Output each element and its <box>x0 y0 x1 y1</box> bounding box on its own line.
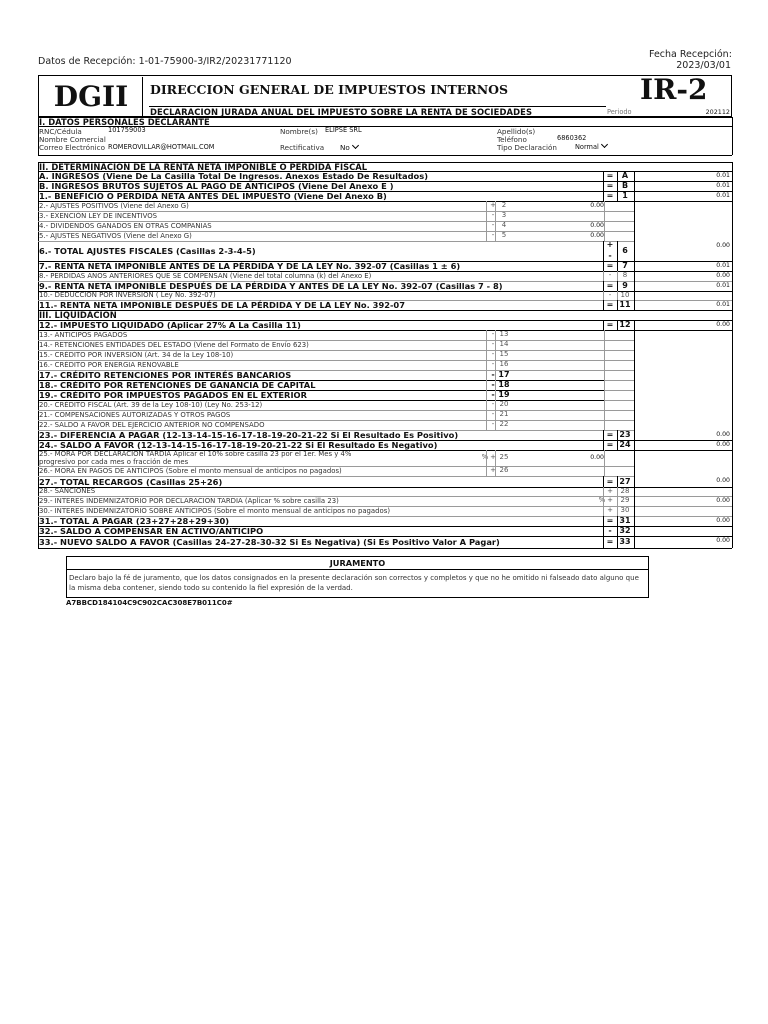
box-value[interactable]: 0.00 <box>590 454 604 461</box>
box-number: 2 <box>501 201 507 209</box>
box-number: 10 <box>620 290 630 299</box>
section-determinacion-title: II. DETERMINACION DE LA RENTA NETA IMPONIBLE O PERDIDA FISCAL <box>39 162 368 172</box>
line-label: 27.- TOTAL RECARGOS (Casillas 25+26) <box>39 476 223 487</box>
table-row <box>39 171 732 181</box>
box-number: 20 <box>499 400 509 408</box>
box-number: 9 <box>622 281 628 290</box>
box-value[interactable]: 0.00 <box>590 202 604 209</box>
operator-sign: + <box>607 506 613 514</box>
box-number: 7 <box>622 261 628 270</box>
telefono-label: Teléfono <box>497 135 527 144</box>
table-row <box>39 340 732 350</box>
reception-date-value: 2023/03/01 <box>676 60 731 71</box>
table-row <box>39 440 732 450</box>
table-row <box>39 231 732 241</box>
operator-sign: = <box>606 171 614 180</box>
operator-sign: = <box>606 430 614 439</box>
table-row <box>39 516 732 526</box>
operator-sign: - <box>491 211 495 219</box>
box-number: 8 <box>622 271 628 279</box>
line-label: 8.- PERDIDAS AÑOS ANTERIORES QUE SE COMPENSAN (Viene del total columna (k) del Anexo E) <box>39 271 372 280</box>
telefono-value: 6860362 <box>557 134 587 142</box>
line-label: 1.- BENEFICIO O PERDIDA NETA ANTES DEL IMPUESTO (Viene Del Anexo B) <box>39 191 387 201</box>
table-row <box>39 487 732 496</box>
line-label: 17.- CRÉDITO RETENCIONES POR INTERÉS BANCARIOS <box>39 370 292 380</box>
chevron-down-icon <box>352 142 359 149</box>
table-row <box>39 526 732 536</box>
rectificativa-select[interactable]: No <box>340 143 358 152</box>
box-number: 24 <box>619 440 631 449</box>
table-row <box>39 380 732 390</box>
table-row <box>39 496 732 506</box>
table-row <box>39 320 732 330</box>
table-row <box>39 430 732 440</box>
box-value[interactable]: 0.01 <box>716 262 730 269</box>
box-number: 21 <box>499 410 509 418</box>
line-label: 32.- SALDO A COMPENSAR EN ACTIVO/ANTICIPO <box>39 526 264 536</box>
box-value[interactable]: 0.00 <box>716 242 730 249</box>
box-value[interactable]: 0.00 <box>716 497 730 504</box>
line-label: 21.- COMPENSACIONES AUTORIZADAS Y OTROS PAGOS <box>39 410 231 419</box>
line-label: 7.- RENTA NETA IMPONIBLE ANTES DE LA PÉRDIDA Y DE LA LEY No. 392-07 (Casillas 1 ± 6) <box>39 261 461 271</box>
table-row <box>39 390 732 400</box>
box-value[interactable]: 0.00 <box>716 321 730 328</box>
table-row <box>39 291 732 300</box>
table-row <box>39 466 732 476</box>
line-label: 9.- RENTA NETA IMPONIBLE DESPUÉS DE LA PÉRDIDA Y ANTES DE LA LEY No. 392-07 (Casillas 7 - 8) <box>39 281 503 291</box>
operator-sign: = <box>606 181 614 190</box>
operator-sign: + <box>490 453 496 461</box>
table-row <box>39 201 732 211</box>
reception-date-label: Fecha Recepción: <box>649 49 732 60</box>
operator-sign: % <box>598 496 606 504</box>
line-label: 4.- DIVIDENDOS GANADOS EN OTRAS COMPAÑIAS <box>39 221 212 230</box>
table-row <box>39 221 732 231</box>
box-number: 30 <box>620 506 630 514</box>
document-hash: A7BBCD184104C9C902CAC308E7B011C0# <box>66 599 233 607</box>
line-label: B. INGRESOS BRUTOS SUJETOS AL PAGO DE ANTICIPOS (Viene Del Anexo E ) <box>39 181 394 191</box>
nombre-comercial-label: Nombre Comercial <box>39 135 106 144</box>
tipo-select[interactable]: Normal <box>575 143 607 151</box>
line-label: 5.- AJUSTES NEGATIVOS (Viene del Anexo G) <box>39 231 192 240</box>
table-row <box>39 181 732 191</box>
nombre-value: ELIPSE SRL <box>325 126 362 134</box>
box-number: 33 <box>619 537 631 546</box>
box-number: 26 <box>499 466 509 474</box>
operator-sign: - <box>491 400 495 408</box>
operator-sign: - <box>491 231 495 239</box>
reception-data: Datos de Recepción: 1-01-75900-3/IR2/20231771120 <box>38 56 292 67</box>
operator-sign: % <box>481 453 489 461</box>
operator-sign: - <box>491 370 495 379</box>
box-number: 27 <box>619 476 631 486</box>
line-label: 13.- ANTICIPOS PAGADOS <box>39 330 128 339</box>
table-row <box>39 370 732 380</box>
line-label: A. INGRESOS (Viene De La Casilla Total De Ingresos. Anexos Estado De Resultados) <box>39 171 428 181</box>
box-number: 14 <box>499 340 509 348</box>
operator-sign: = <box>606 516 614 525</box>
line-label: 10.- DEDUCCION POR INVERSION ( Ley No. 392-07) <box>39 291 216 299</box>
org-name: DIRECCION GENERAL DE IMPUESTOS INTERNOS <box>150 82 509 97</box>
periodo-value: 202112 <box>705 108 730 116</box>
line-label-part: 25.- MORA POR DECLARACION TARDIA Aplicar el 10% sobre casilla 23 por el 1er. Mes y 4% <box>39 450 352 458</box>
rnc-value: 101759003 <box>108 126 146 134</box>
line-label: 3.- EXENCIÓN LEY DE INCENTIVOS <box>39 211 158 220</box>
box-value[interactable]: 0.01 <box>716 192 730 199</box>
operator-sign: - <box>491 360 495 368</box>
line-label <box>39 450 351 466</box>
operator-sign: - <box>491 380 495 389</box>
line-label: 19.- CRÉDITO POR IMPUESTOS PAGADOS EN EL EXTERIOR <box>39 390 307 400</box>
dgii-logo: DGII <box>40 77 143 117</box>
line-label: 23.- DIFERENCIA A PAGAR (12-13-14-15-16-17-18-19-20-21-22 Si El Resultado Es Positivo) <box>39 430 459 440</box>
box-number: A <box>621 171 629 180</box>
operator-sign: - <box>608 251 612 260</box>
table-row <box>39 400 732 410</box>
box-number: 18 <box>498 380 510 389</box>
operator-sign: - <box>491 350 495 358</box>
operator-sign: - <box>608 290 612 299</box>
operator-sign: - <box>491 390 495 399</box>
rnc-label: RNC/Cédula <box>39 127 82 136</box>
table-row <box>39 360 732 370</box>
table-row <box>39 191 732 201</box>
box-number: 4 <box>501 221 507 229</box>
box-number: 5 <box>501 231 507 239</box>
box-number: 32 <box>619 526 631 535</box>
box-number: 16 <box>499 360 509 368</box>
box-number: 11 <box>619 300 631 309</box>
table-row <box>39 420 732 430</box>
box-number: 25 <box>499 453 509 461</box>
box-number: 19 <box>498 390 510 399</box>
box-number: 15 <box>499 350 509 358</box>
line-label: 12.- IMPUESTO LIQUIDADO (Aplicar 27% A La Casilla 11) <box>39 320 301 330</box>
section-liquidacion-title: III. LIQUIDACION <box>39 310 117 320</box>
box-value[interactable]: 0.00 <box>716 517 730 524</box>
line-label: 22.- SALDO A FAVOR DEL EJERCICIO ANTERIOR NO COMPENSADO <box>39 420 265 429</box>
line-label: 2.- AJUSTES POSITIVOS (Viene del Anexo G) <box>39 201 189 210</box>
operator-sign: = <box>606 476 614 486</box>
juramento-title: JURAMENTO <box>66 556 649 570</box>
operator-sign: = <box>606 440 614 449</box>
operator-sign: = <box>606 191 614 200</box>
rectificativa-label: Rectificativa <box>280 143 325 152</box>
table-row <box>39 281 732 291</box>
line-label: 6.- TOTAL AJUSTES FISCALES (Casillas 2-3-4-5) <box>39 246 256 256</box>
operator-sign: + <box>490 201 496 209</box>
box-number: 28 <box>620 486 630 495</box>
correo-label: Correo Electrónico <box>39 143 105 152</box>
operator-sign: - <box>491 410 495 418</box>
table-row <box>39 271 732 281</box>
box-number: 31 <box>619 516 631 525</box>
operator-sign: - <box>491 330 495 338</box>
box-number: 13 <box>499 330 509 338</box>
box-number: 17 <box>498 370 510 379</box>
operator-sign: - <box>491 340 495 348</box>
table-row <box>39 300 732 310</box>
line-label: 20.- CRÉDITO FISCAL (Art. 39 de la Ley 108-10) (Ley No. 253-12) <box>39 400 263 409</box>
box-value[interactable]: 0.00 <box>590 232 604 239</box>
apellido-label: Apellido(s) <box>497 127 536 136</box>
table-row <box>39 330 732 340</box>
chevron-down-icon <box>601 141 608 148</box>
box-value[interactable]: 0.00 <box>716 431 730 438</box>
table-row <box>39 211 732 221</box>
table-row <box>39 241 732 261</box>
box-number: 3 <box>501 211 507 219</box>
box-number: B <box>621 181 629 190</box>
box-value[interactable]: 0.00 <box>590 222 604 229</box>
juramento-text: Declaro bajo la fé de juramento, que los datos consignados en la presente declaración son correctos y completos y que no he omitido ni falseado dato alguno que la misma deba contener, siendo todo su contenido la fiel expresión de la verdad. <box>66 570 649 598</box>
periodo-label: Periodo <box>607 108 632 116</box>
operator-sign: = <box>606 300 614 309</box>
line-label: 15.- CRÉDITO POR INVERSIÓN (Art. 34 de la Ley 108-10) <box>39 350 234 359</box>
box-value[interactable]: 0.00 <box>716 477 730 484</box>
line-label: 18.- CRÉDITO POR RETENCIONES DE GANANCIA DE CAPITAL <box>39 380 316 390</box>
box-number: 12 <box>619 320 631 329</box>
box-number: 22 <box>499 420 509 428</box>
table-row <box>39 350 732 360</box>
line-label: 28.- SANCIONES <box>39 487 96 495</box>
operator-sign: + <box>490 466 496 474</box>
line-label: 16.- CRÉDITO POR ENERGIA RENOVABLE <box>39 360 179 369</box>
box-number: 29 <box>620 496 630 504</box>
operator-sign: - <box>491 221 495 229</box>
nombre-label: Nombre(s) <box>280 127 318 136</box>
box-value[interactable]: 0.01 <box>716 282 730 289</box>
operator-sign: = <box>606 320 614 329</box>
section-personal-title: I. DATOS PERSONALES DECLARANTE <box>39 117 210 127</box>
operator-sign: - <box>491 420 495 428</box>
operator-sign: - <box>608 526 612 535</box>
table-row <box>39 261 732 271</box>
line-label-part: progresivo por cada mes o fracción de mes <box>39 458 189 466</box>
line-label: 30.- INTERES INDEMNIZATORIO SOBRE ANTICIPOS (Sobre el monto mensual de anticipos no pagados) <box>39 506 391 515</box>
box-value[interactable]: 0.01 <box>716 172 730 179</box>
form-code: IR-2 <box>640 73 708 106</box>
table-row <box>39 536 732 548</box>
line-label: 26.- MORA EN PAGOS DE ANTICIPOS (Sobre el monto mensual de anticipos no pagados) <box>39 466 342 475</box>
operator-sign: = <box>606 281 614 290</box>
form-subtitle: DECLARACION JURADA ANUAL DEL IMPUESTO SOBRE LA RENTA DE SOCIEDADES <box>150 107 533 117</box>
box-value[interactable]: 0.00 <box>716 441 730 448</box>
operator-sign: = <box>606 261 614 270</box>
tipo-label: Tipo Declaración <box>497 143 557 152</box>
box-number: 6 <box>622 246 628 255</box>
correo-value: ROMEROVILLAR@HOTMAIL.COM <box>108 143 215 151</box>
box-value[interactable]: 0.01 <box>716 182 730 189</box>
line-label: 24.- SALDO A FAVOR (12-13-14-15-16-17-18-19-20-21-22 Si El Resultado Es Negativo) <box>39 440 438 450</box>
box-value[interactable]: 0.00 <box>716 272 730 279</box>
table-row <box>39 506 732 516</box>
box-value[interactable]: 0.01 <box>716 301 730 308</box>
line-label: 14.- RETENCIONES ENTIDADES DEL ESTADO (Viene del Formato de Envío 623) <box>39 340 309 349</box>
table-row <box>39 476 732 487</box>
table-row <box>39 450 732 466</box>
operator-sign: = <box>606 537 614 546</box>
line-label: 33.- NUEVO SALDO A FAVOR (Casillas 24-27-28-30-32 Si Es Negativa) (Si Es Positivo Valor A Pagar) <box>39 537 500 547</box>
box-value[interactable]: 0.00 <box>716 537 730 544</box>
operator-sign: + <box>607 486 613 495</box>
line-label: 29.- INTERES INDEMNIZATORIO POR DECLARACION TARDIA (Aplicar % sobre casilla 23) <box>39 496 339 505</box>
line-label: 11.- RENTA NETA IMPONIBLE DESPUÉS DE LA PÉRDIDA Y DE LA LEY No. 392-07 <box>39 300 405 310</box>
table-row <box>39 410 732 420</box>
operator-sign: + <box>607 496 613 504</box>
line-label: 31.- TOTAL A PAGAR (23+27+28+29+30) <box>39 516 230 526</box>
box-number: 23 <box>619 430 631 439</box>
operator-sign: - <box>608 271 612 279</box>
box-number: 1 <box>622 191 628 200</box>
operator-sign: + <box>606 240 614 249</box>
